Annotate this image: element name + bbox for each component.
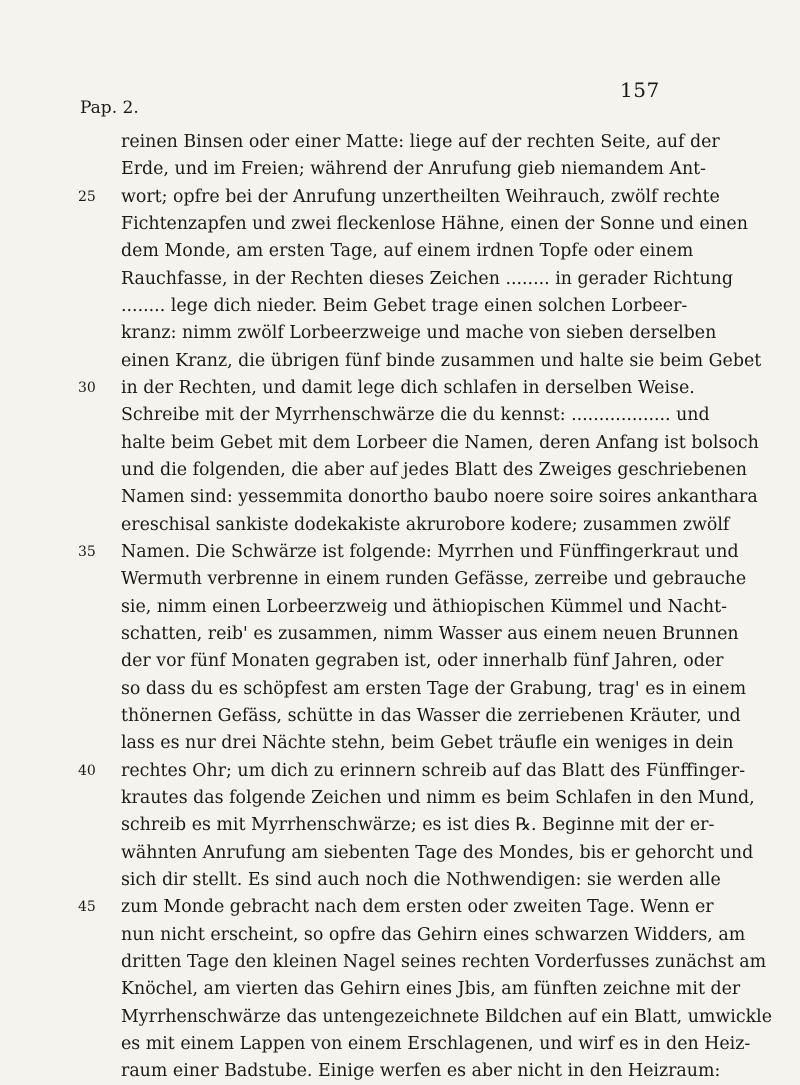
text-line (0, 129, 800, 156)
line-text: Namen. Die Schwärze ist folgende: Myrrhen und Fünffingerkraut und (121, 541, 739, 562)
line-number: 25 (78, 188, 96, 205)
line-text: sie, nimm einen Lorbeerzweig und äthiopischen Kümmel und Nacht- (121, 596, 727, 617)
text-line (0, 867, 800, 894)
text-line (0, 484, 800, 511)
line-text: schreib es mit Myrrhenschwärze; es ist dies ℞. Beginne mit der er- (121, 815, 715, 836)
line-text: Wermuth verbrenne in einem runden Gefässe, zerreibe und gebrauche (121, 569, 747, 590)
text-line (0, 812, 800, 839)
line-text: halte beim Gebet mit dem Lorbeer die Namen, deren Anfang ist bolsoch (121, 432, 759, 453)
line-text: kranz: nimm zwölf Lorbeerzweige und mache von sieben derselben (121, 323, 717, 344)
text-line (0, 922, 800, 949)
running-header: Pap. 2. (80, 98, 139, 118)
line-text: sich dir stellt. Es sind auch noch die Nothwendigen: sie werden alle (121, 869, 721, 890)
line-text: krautes das folgende Zeichen und nimm es beim Schlafen in den Mund, (121, 787, 755, 808)
line-text: zum Monde gebracht nach dem ersten oder zweiten Tage. Wenn er (121, 897, 714, 918)
text-line (0, 594, 800, 621)
line-text: Fichtenzapfen und zwei fleckenlose Hähne, einen der Sonne und einen (121, 213, 748, 234)
text-line (0, 1031, 800, 1058)
text-line (0, 840, 800, 867)
text-line (0, 894, 800, 921)
text-line (0, 156, 800, 183)
text-line (0, 320, 800, 347)
text-line (0, 266, 800, 293)
text-line (0, 293, 800, 320)
line-text: rechtes Ohr; um dich zu erinnern schreib auf das Blatt des Fünffinger- (121, 760, 746, 781)
line-text: nun nicht erscheint, so opfre das Gehirn eines schwarzen Widders, am (121, 924, 746, 945)
text-line (0, 402, 800, 429)
text-line (0, 566, 800, 593)
text-line (0, 648, 800, 675)
line-text: und die folgenden, die aber auf jedes Blatt des Zweiges geschriebenen (121, 459, 747, 480)
line-number: 35 (78, 543, 96, 560)
text-line (0, 703, 800, 730)
text-line (0, 348, 800, 375)
line-text: reinen Binsen oder einer Matte: liege auf der rechten Seite, auf der (121, 132, 720, 152)
line-text: ereschisal sankiste dodekakiste akrurobore kodere; zusammen zwölf (121, 514, 730, 535)
line-text: raum einer Badstube. Einige werfen es aber nicht in den Heizraum: (121, 1061, 721, 1082)
text-line (0, 730, 800, 757)
line-text: so dass du es schöpfest am ersten Tage der Grabung, trag' es in einem (121, 678, 747, 699)
page-number: 157 (620, 78, 660, 102)
line-text: einen Kranz, die übrigen fünf binde zusammen und halte sie beim Gebet (121, 350, 762, 371)
line-text: Rauchfasse, in der Rechten dieses Zeichen ........ in gerader Richtung (121, 268, 733, 289)
line-text: Schreibe mit der Myrrhenschwärze die du kennst: .................. und (121, 405, 710, 426)
line-text: Erde, und im Freien; während der Anrufung gieb niemandem Ant- (121, 159, 707, 180)
text-line (0, 430, 800, 457)
line-number: 45 (78, 899, 96, 916)
line-number: 30 (78, 379, 96, 396)
line-text: Myrrhenschwärze das untengezeichnete Bildchen auf ein Blatt, umwickle (121, 1006, 773, 1027)
text-line (0, 184, 800, 211)
line-text: Namen sind: yessemmita donortho baubo noere soire soires ankanthara (121, 487, 758, 508)
line-text: Knöchel, am vierten das Gehirn eines Jbis, am fünften zeichne mit der (121, 979, 741, 1000)
line-text: wort; opfre bei der Anrufung unzertheilten Weihrauch, zwölf rechte (121, 186, 720, 207)
body-text (0, 129, 800, 1085)
text-line (0, 238, 800, 265)
text-line (0, 621, 800, 648)
line-number: 40 (78, 762, 96, 779)
line-text: lass es nur drei Nächte stehn, beim Gebet träufle ein weniges in dein (121, 733, 734, 754)
text-line (0, 539, 800, 566)
line-text: schatten, reib' es zusammen, nimm Wasser aus einem neuen Brunnen (121, 623, 739, 644)
text-line (0, 211, 800, 238)
line-text: dem Monde, am ersten Tage, auf einem irdnen Topfe oder einem (121, 241, 694, 262)
text-line (0, 457, 800, 484)
text-line (0, 949, 800, 976)
text-line (0, 1004, 800, 1031)
line-text: der vor fünf Monaten gegraben ist, oder innerhalb fünf Jahren, oder (121, 651, 724, 672)
line-text: in der Rechten, und damit lege dich schlafen in derselben Weise. (121, 377, 695, 398)
text-line (0, 1058, 800, 1085)
line-text: es mit einem Lappen von einem Erschlagenen, und wirf es in den Heiz- (121, 1033, 751, 1054)
line-text: ........ lege dich nieder. Beim Gebet trage einen solchen Lorbeer- (121, 295, 688, 316)
line-text: wähnten Anrufung am siebenten Tage des Mondes, bis er gehorcht und (121, 842, 754, 863)
text-line (0, 676, 800, 703)
text-line (0, 512, 800, 539)
text-line (0, 375, 800, 402)
line-text: thönernen Gefäss, schütte in das Wasser die zerriebenen Kräuter, und (121, 705, 741, 726)
line-text: dritten Tage den kleinen Nagel seines rechten Vorderfusses zunächst am (121, 951, 767, 972)
text-line (0, 785, 800, 812)
text-line (0, 976, 800, 1003)
text-line (0, 758, 800, 785)
